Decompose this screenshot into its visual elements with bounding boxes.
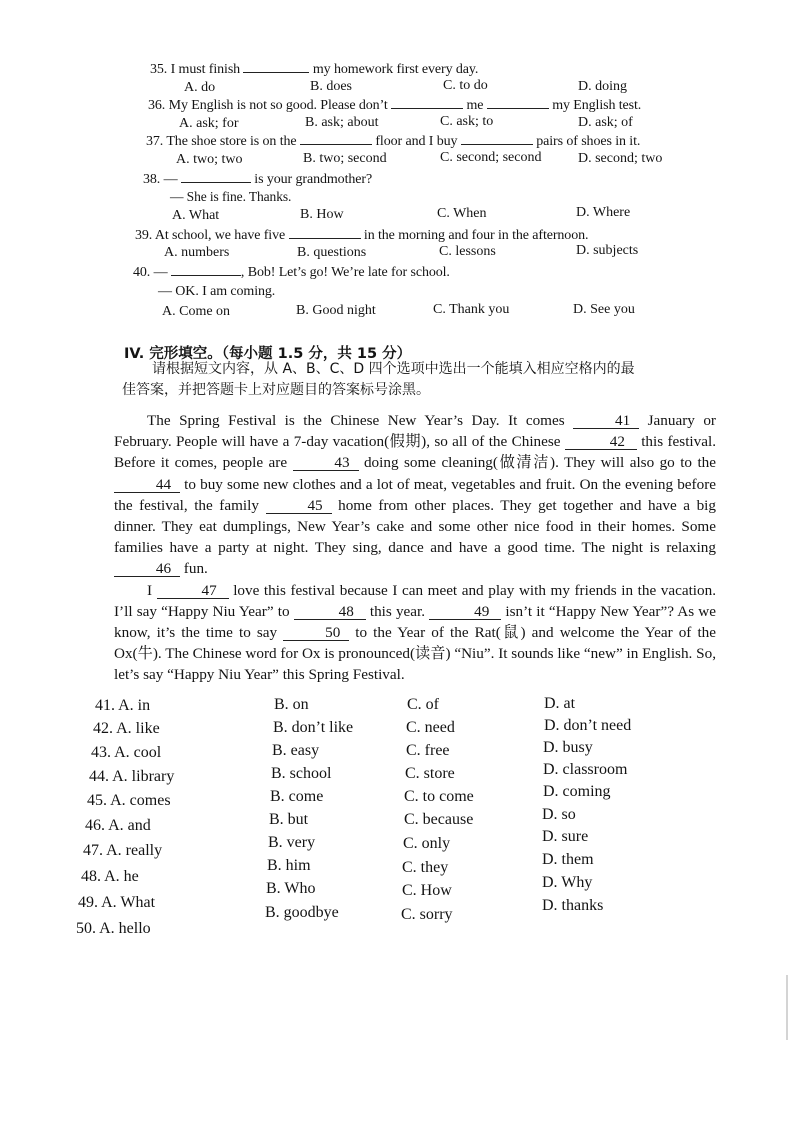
- question-stem-tail: , Bob! Let’s go! We’re late for school.: [240, 265, 450, 280]
- option-49-b: B. Who: [266, 880, 316, 897]
- question-stem-mid: me: [463, 98, 487, 113]
- option-b: B. two; second: [303, 151, 387, 166]
- option-d: D. subjects: [576, 243, 639, 258]
- option-c: C. When: [437, 206, 487, 221]
- dialogue-reply: — OK. I am coming.: [158, 284, 276, 299]
- option-41-d: D. at: [544, 695, 576, 712]
- question-stem: 39. At school, we have five: [135, 228, 289, 243]
- option-b: B. questions: [297, 245, 367, 260]
- option-44-a: 44. A. library: [89, 768, 175, 785]
- answer-blank: [171, 263, 241, 276]
- option-b: B. does: [310, 79, 352, 94]
- blank-50: 50: [283, 625, 349, 641]
- answer-blank-2: [461, 132, 533, 145]
- passage-text: isn’t it “Happy New Year”? As we know, it’s the time to say: [114, 602, 716, 642]
- passage-text: January or February. People will have a 7-day vacation(假期), so all of the Chinese: [114, 412, 716, 451]
- option-46-c: C. because: [404, 811, 474, 828]
- option-b: B. How: [300, 207, 344, 222]
- option-47-d: D. sure: [542, 828, 589, 845]
- question-stem: 38. —: [143, 172, 181, 187]
- option-50-d: D. thanks: [542, 897, 604, 914]
- option-42-d: D. don’t need: [544, 717, 632, 734]
- option-50-c: C. sorry: [401, 906, 453, 923]
- answer-blank: [243, 60, 309, 73]
- passage-text: to the Year of the Rat(鼠) and welcome the Year of the Ox(牛). The Chinese word for Ox is pronounced(读音) “Niu”. It sounds like “new” in English. So, let’s say “Happy Niu Year” this Spring Festival.: [114, 624, 716, 684]
- option-a: A. numbers: [164, 245, 230, 260]
- option-45-b: B. come: [270, 788, 324, 805]
- option-47-b: B. very: [268, 834, 316, 851]
- scan-edge-mark: [786, 975, 788, 1040]
- blank-44: 44: [114, 477, 180, 493]
- passage-text: love this festival because I can meet and play with my friends in the vacation. I’ll say “Happy Niu Year” to: [114, 581, 716, 620]
- option-49-c: C. How: [402, 882, 452, 899]
- option-49-a: 49. A. What: [78, 894, 156, 911]
- option-a: A. two; two: [176, 152, 243, 167]
- option-43-d: D. busy: [543, 739, 593, 756]
- option-48-a: 48. A. he: [81, 868, 139, 885]
- answer-blank-2: [487, 96, 549, 109]
- option-b: B. ask; about: [305, 115, 379, 130]
- option-45-a: 45. A. comes: [87, 792, 171, 809]
- question-stem-tail: my homework first every day.: [309, 62, 479, 77]
- passage-text: The Spring Festival is the Chinese New Year’s Day. It comes: [147, 412, 574, 429]
- option-c: C. lessons: [439, 244, 496, 259]
- option-48-b: B. him: [267, 857, 311, 874]
- option-46-d: D. so: [542, 806, 576, 823]
- passage-text: I: [147, 581, 157, 599]
- answer-blank: [181, 170, 251, 183]
- option-a: A. Come on: [162, 304, 231, 319]
- option-44-c: C. store: [405, 765, 455, 782]
- question-38: [143, 170, 372, 188]
- option-46-b: B. but: [269, 811, 309, 828]
- option-a: A. ask; for: [179, 116, 239, 131]
- option-48-c: C. they: [402, 859, 449, 876]
- blank-48: 48: [294, 604, 366, 620]
- option-42-a: 42. A. like: [93, 720, 160, 737]
- blank-41: 41: [573, 413, 639, 429]
- option-48-d: D. them: [542, 851, 594, 868]
- option-d: D. doing: [578, 79, 627, 94]
- question-35: [150, 60, 478, 78]
- passage-paragraph-2: [114, 580, 716, 686]
- option-47-c: C. only: [403, 835, 451, 852]
- option-a: A. What: [172, 208, 220, 223]
- question-stem: 36. My English is not so good. Please don’t: [148, 98, 392, 113]
- option-44-d: D. classroom: [543, 761, 628, 778]
- question-37: [146, 132, 640, 150]
- option-c: C. ask; to: [440, 114, 494, 129]
- blank-46: 46: [114, 561, 180, 577]
- option-49-d: D. Why: [542, 874, 593, 891]
- question-stem-tail: my English test.: [548, 98, 642, 113]
- blank-45: 45: [266, 498, 332, 514]
- option-50-b: B. goodbye: [265, 904, 339, 921]
- section-heading: IV. 完形填空。（每小题 1.5 分，共 15 分）: [124, 346, 412, 362]
- passage-text: this year.: [365, 602, 430, 620]
- option-d: D. ask; of: [578, 115, 633, 130]
- option-41-c: C. of: [407, 696, 439, 713]
- dialogue-reply: — She is fine. Thanks.: [170, 189, 292, 204]
- question-stem-tail: in the morning and four in the afternoon.: [360, 228, 589, 243]
- option-44-b: B. school: [271, 765, 332, 782]
- question-40: [133, 263, 450, 281]
- option-c: C. second; second: [440, 150, 542, 165]
- option-43-b: B. easy: [272, 742, 320, 759]
- option-b: B. Good night: [296, 303, 376, 318]
- question-39: [135, 226, 588, 244]
- option-45-d: D. coming: [543, 783, 611, 800]
- option-42-c: C. need: [406, 719, 455, 736]
- cloze-passage: [114, 410, 716, 686]
- option-50-a: 50. A. hello: [76, 920, 151, 937]
- option-42-b: B. don’t like: [273, 719, 354, 736]
- blank-43: 43: [293, 455, 359, 471]
- passage-text: home from other places. They get together and have a big dinner. They eat dumplings, New Year’s cake and some other nice food in their homes. Some families have a party at night. They sing, dance and have a good time. The night is relaxing: [114, 496, 716, 557]
- option-a: A. do: [184, 80, 216, 95]
- option-47-a: 47. A. really: [83, 842, 163, 859]
- answer-blank: [300, 132, 372, 145]
- passage-text: to buy some new clothes and a lot of meat, vegetables and fruit. On the evening before the festival, the family: [114, 475, 716, 514]
- blank-49: 49: [429, 604, 501, 620]
- question-stem: 37. The shoe store is on the: [146, 134, 300, 149]
- section-instruction-line-2: 佳答案，并把答题卡上对应题目的答案标号涂黑。: [122, 382, 430, 398]
- passage-text: this festival. Before it comes, people are: [114, 433, 716, 472]
- option-43-c: C. free: [406, 742, 450, 759]
- option-45-c: C. to come: [404, 788, 474, 805]
- question-stem-tail: is your grandmother?: [250, 172, 373, 187]
- option-43-a: 43. A. cool: [91, 744, 162, 761]
- option-d: D. See you: [573, 302, 635, 317]
- blank-47: 47: [157, 583, 229, 599]
- question-stem: 35. I must finish: [150, 62, 244, 77]
- passage-text: doing some cleaning(做清洁). They will also go to the: [358, 454, 716, 472]
- option-c: C. Thank you: [433, 302, 510, 317]
- option-c: C. to do: [443, 78, 488, 93]
- option-41-a: 41. A. in: [95, 697, 151, 714]
- passage-text: fun.: [180, 560, 208, 578]
- answer-blank: [391, 96, 463, 109]
- question-36: [148, 96, 641, 114]
- option-46-a: 46. A. and: [85, 817, 151, 834]
- question-stem: 40. —: [133, 265, 171, 280]
- section-instruction-line-1: 请根据短文内容，从 A、B、C、D 四个选项中选出一个能填入相应空格内的最: [152, 361, 635, 377]
- passage-paragraph-1: [114, 410, 716, 580]
- question-stem-tail: pairs of shoes in it.: [532, 134, 641, 149]
- blank-42: 42: [565, 434, 637, 450]
- answer-blank: [289, 226, 361, 239]
- question-stem-mid: floor and I buy: [371, 134, 461, 149]
- option-41-b: B. on: [274, 696, 309, 713]
- option-d: D. Where: [576, 205, 631, 220]
- option-d: D. second; two: [578, 151, 663, 166]
